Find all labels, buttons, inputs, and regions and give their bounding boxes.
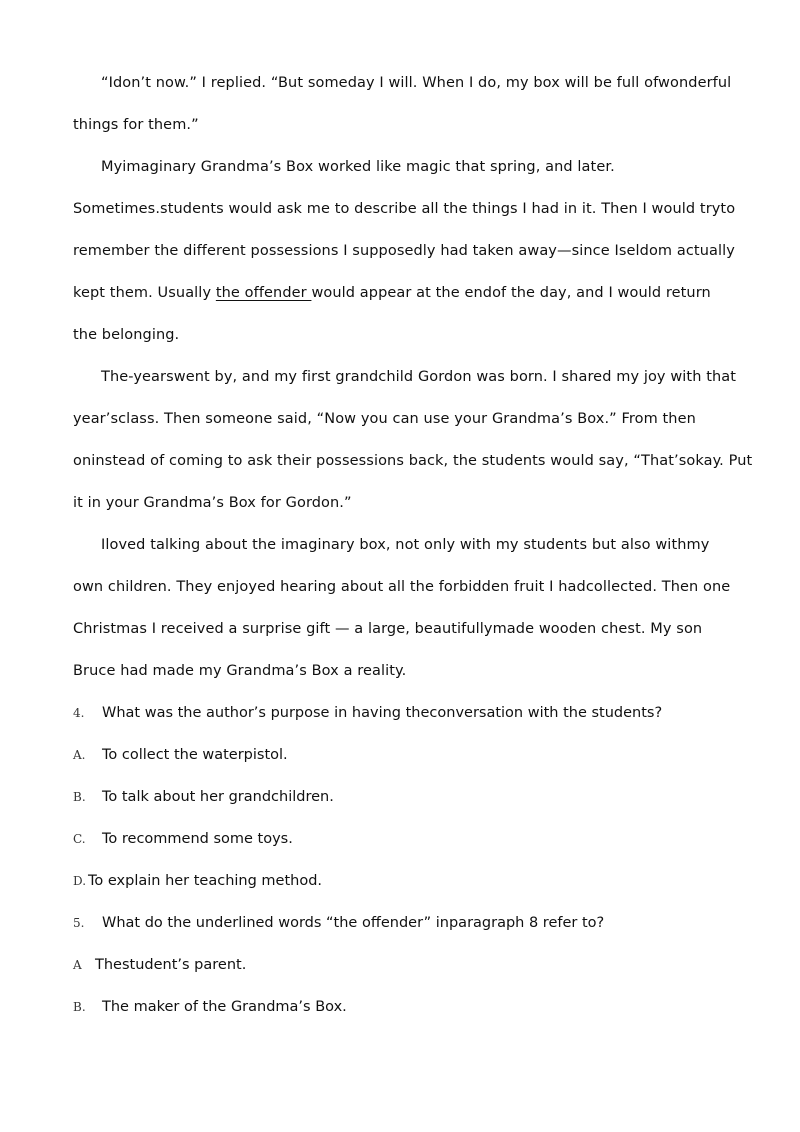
question-5-option-a-label: A: [73, 958, 82, 972]
question-4-number: 4.: [73, 706, 85, 720]
paragraph-4-line-3: Christmas I received a surprise gift — a large, beautifullymade wooden chest. My son: [73, 621, 703, 637]
paragraph-3-line-1: The-yearswent by, and my first grandchild Gordon was born. I shared my joy with that: [101, 369, 737, 385]
question-4-option-c-text: To recommend some toys.: [102, 831, 293, 847]
question-4-option-c-label: C.: [73, 832, 86, 846]
question-4-option-b-text: To talk about her grandchildren.: [102, 789, 334, 805]
paragraph-1-line-1: “Idon’t now.” I replied. “But someday I will. When I do, my box will be full ofwonderful: [101, 75, 732, 91]
underlined-phrase-the-offender: the offender: [215, 285, 312, 301]
paragraph-2-line-4-after: would appear at the endof the day, and I would return: [311, 285, 711, 301]
paragraph-4-line-2: own children. They enjoyed hearing about all the forbidden fruit I hadcollected. Then one: [73, 579, 731, 595]
question-4-option-a-text: To collect the waterpistol.: [102, 747, 288, 763]
paragraph-2-line-3: remember the different possessions I supposedly had taken away—since Iseldom actually: [73, 243, 735, 259]
question-4-text: What was the author’s purpose in having theconversation with the students?: [102, 705, 663, 721]
paragraph-2-line-2: Sometimes.students would ask me to describe all the things I had in it. Then I would tryto: [73, 201, 736, 217]
question-5-number: 5.: [73, 916, 85, 930]
paragraph-2-line-4-before: kept them. Usually: [73, 285, 216, 301]
paragraph-4-line-4: Bruce had made my Grandma’s Box a reality.: [73, 663, 407, 679]
paragraph-1-line-2: things for them.”: [73, 117, 199, 133]
question-4-option-d-label: D.: [73, 874, 87, 888]
question-4-option-a-label: A.: [73, 748, 86, 762]
paragraph-4-line-1: Iloved talking about the imaginary box, not only with my students but also withmy: [101, 537, 710, 553]
question-4-option-d-text: To explain her teaching method.: [88, 873, 323, 889]
paragraph-3-line-3: oninstead of coming to ask their possessions back, the students would say, “That’sokay. Put: [73, 453, 753, 469]
paragraph-3-line-2: year’sclass. Then someone said, “Now you can use your Grandma’s Box.” From then: [73, 411, 696, 427]
paragraph-2-line-5: the belonging.: [73, 327, 180, 343]
question-5-text: What do the underlined words “the offender” inparagraph 8 refer to?: [102, 915, 605, 931]
question-4-option-b-label: B.: [73, 790, 86, 804]
paragraph-2-line-1: Myimaginary Grandma’s Box worked like magic that spring, and later.: [101, 159, 615, 175]
question-5-option-b-text: The maker of the Grandma’s Box.: [102, 999, 347, 1015]
paragraph-2-line-4: [73, 284, 711, 302]
question-5-option-b-label: B.: [73, 1000, 86, 1014]
question-5-option-a-text: Thestudent’s parent.: [95, 957, 247, 973]
paragraph-3-line-4: it in your Grandma’s Box for Gordon.”: [73, 495, 352, 511]
